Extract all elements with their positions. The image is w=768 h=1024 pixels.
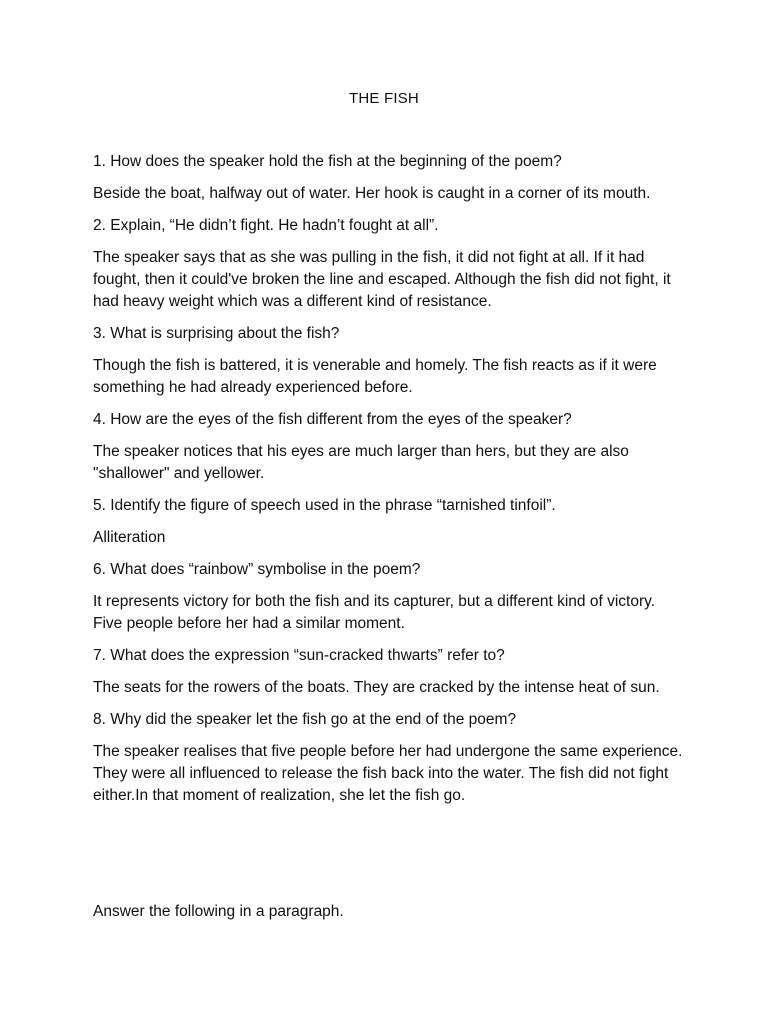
answer-8: The speaker realises that five people before her had undergone the same experience. They were all influenced to release the fish back into the water. The fish did not fight either.In that moment of realization, she let the fish go. [93, 743, 683, 804]
answer-7: The seats for the rowers of the boats. They are cracked by the intense heat of sun. [93, 679, 660, 696]
page-title: THE FISH [349, 90, 419, 107]
question-1: 1. How does the speaker hold the fish at the beginning of the poem? [93, 153, 562, 170]
question-5: 5. Identify the figure of speech used in the phrase “tarnished tinfoil”. [93, 497, 556, 514]
question-2: 2. Explain, “He didn’t fight. He hadn’t fought at all”. [93, 217, 439, 234]
qa-list [93, 151, 683, 817]
question-6: 6. What does “rainbow” symbolise in the poem? [93, 561, 421, 578]
question-3: 3. What is surprising about the fish? [93, 325, 340, 342]
answer-1: Beside the boat, halfway out of water. Her hook is caught in a corner of its mouth. [93, 185, 651, 202]
answer-4: The speaker notices that his eyes are much larger than hers, but they are also "shallower" and yellower. [93, 443, 629, 482]
answer-5: Alliteration [93, 529, 166, 546]
question-4: 4. How are the eyes of the fish different from the eyes of the speaker? [93, 411, 572, 428]
question-7: 7. What does the expression “sun-cracked thwarts” refer to? [93, 647, 505, 664]
answer-6: It represents victory for both the fish and its capturer, but a different kind of victory. Five people before her had a similar moment. [93, 593, 656, 632]
answer-2: The speaker says that as she was pulling in the fish, it did not fight at all. If it had fought, then it could've broken the line and escaped. Although the fish did not fight, it had heavy weight which was a different kind of resistance. [93, 249, 671, 310]
question-8: 8. Why did the speaker let the fish go at the end of the poem? [93, 711, 517, 728]
answer-3: Though the fish is battered, it is venerable and homely. The fish reacts as if it were something he had already experienced before. [93, 357, 657, 396]
closing-instruction: Answer the following in a paragraph. [93, 903, 344, 920]
